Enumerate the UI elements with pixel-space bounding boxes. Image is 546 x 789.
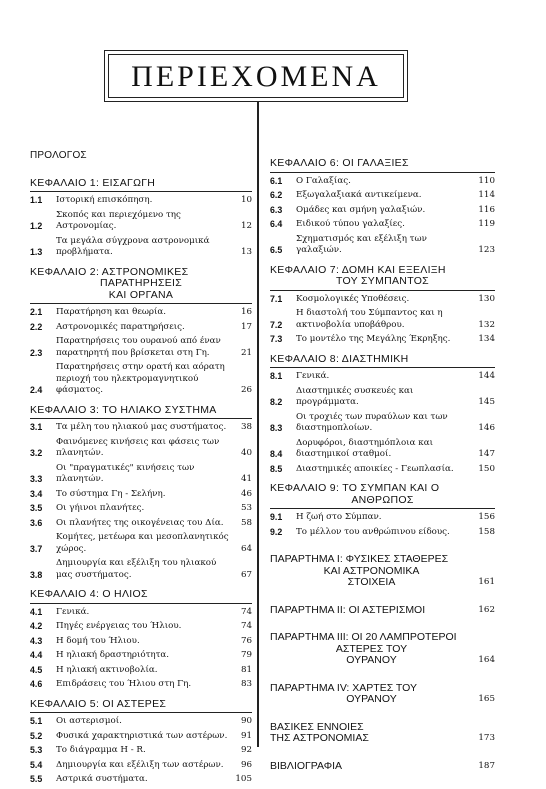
toc-entry	[30, 210, 252, 233]
chapter-heading-line: ΚΕΦΑΛΑΙΟ 2: ΑΣΤΡΟΝΟΜΙΚΕΣ	[30, 265, 189, 278]
appendix-title	[270, 761, 473, 773]
toc-entry	[30, 422, 252, 434]
toc-entry	[30, 437, 252, 460]
page-number: 145	[478, 397, 495, 407]
section-title: Φαινόμενες κινήσεις και φάσεις των πλανητών.	[56, 436, 220, 458]
toc-entry	[30, 679, 252, 691]
page-number: 146	[478, 423, 495, 433]
section-number: 8.3	[270, 423, 283, 433]
section-number: 7.1	[270, 293, 283, 304]
section-title: Παρατηρήσεις του ουρανού από έναν παρατηρητή που βρίσκεται στη Γη.	[56, 336, 221, 358]
section-title: Σκοπός και περιεχόμενο της Αστρονομίας.	[56, 209, 181, 231]
chapter-heading	[30, 178, 252, 190]
section-title: Η διαστολή του Σύμπαντος και η ακτινοβολία υποβάθρου.	[296, 308, 443, 330]
section-title: Η ζωή στο Σύμπαν.	[296, 512, 382, 522]
page-number: 116	[478, 204, 495, 215]
page-number: 134	[478, 334, 495, 344]
toc-entry	[270, 176, 495, 188]
section-title: Το σύστημα Γη - Σελήνη.	[56, 488, 166, 499]
toc-entry	[30, 489, 252, 501]
appendix-entry	[270, 683, 495, 706]
appendix-title-line: ΒΑΣΙΚΕΣ ΕΝΝΟΙΕΣ	[270, 720, 364, 733]
chapter-heading	[270, 265, 495, 288]
section-title: Παρατηρήσεις στην ορατή και αόρατη περιοχή του ηλεκτρομαγνητικού φάσματος.	[56, 362, 225, 395]
toc-entry	[30, 307, 252, 319]
section-title: Σχηματισμός και εξέλιξη των γαλαξιών.	[296, 233, 427, 255]
appendix-title-line: ΒΙΒΛΙΟΓΡΑΦΙΑ	[270, 759, 343, 772]
chapter-rule	[30, 191, 252, 192]
toc-entry	[270, 464, 495, 476]
chapter-heading-line: ΚΕΦΑΛΑΙΟ 4: Ο ΗΛΙΟΣ	[30, 588, 148, 600]
appendix-entry	[270, 722, 495, 745]
section-number: 5.4	[30, 759, 43, 770]
chapter-heading	[30, 699, 252, 711]
toc-entry	[30, 195, 252, 207]
page-number: 16	[240, 307, 252, 317]
section-title: Δημιουργία και εξέλιξη του ηλιακού μας συστήματος.	[56, 558, 217, 580]
section-title: Τα μεγάλα σύγχρονα αστρονομικά προβλήματα.	[56, 235, 210, 257]
section-title: Η δομή του Ήλιου.	[56, 635, 140, 646]
page-number: 91	[240, 730, 252, 741]
section-title: Διαστημικές αποικίες - Γεωπλασία.	[296, 463, 454, 474]
appendix-entry	[270, 554, 495, 589]
page-number: 17	[240, 321, 252, 332]
section-number: 7.3	[270, 334, 283, 344]
section-number: 4.6	[30, 679, 43, 689]
page-number: 41	[240, 474, 252, 484]
page-number: 105	[235, 774, 252, 784]
section-number: 1.3	[30, 247, 43, 257]
appendix-entry	[270, 605, 495, 617]
section-number: 6.5	[270, 245, 283, 255]
prologue-heading: ΠΡΟΛΟΓΟΣ	[30, 150, 87, 161]
page-number: 90	[240, 716, 252, 726]
section-number: 3.6	[30, 517, 43, 528]
section-number: 6.4	[270, 219, 283, 229]
chapter-rule	[270, 508, 495, 509]
appendix-title-line: ΤΗΣ ΑΣΤΡΟΝΟΜΙΑΣ	[270, 732, 369, 744]
section-number: 9.1	[270, 512, 283, 522]
toc-entry	[30, 621, 252, 633]
section-number: 8.4	[270, 449, 283, 459]
page-number: 83	[240, 679, 252, 689]
toc-entry	[30, 716, 252, 728]
chapter-heading-line: ΚΕΦΑΛΑΙΟ 5: ΟΙ ΑΣΤΕΡΕΣ	[30, 697, 167, 710]
section-title: Επιδράσεις του Ήλιου στη Γη.	[56, 679, 192, 689]
chapter-heading-line: ΤΟΥ ΣΥΜΠΑΝΤΟΣ	[336, 275, 429, 287]
appendix-title-line: ΟΥΡΑΝΟΥ	[346, 654, 397, 666]
section-number: 7.2	[270, 319, 283, 330]
section-title: Το μέλλον του ανθρώπινου είδους.	[296, 526, 450, 537]
section-number: 2.2	[30, 321, 43, 332]
chapter-heading	[270, 354, 495, 366]
appendix-title	[270, 722, 473, 745]
chapter-rule	[270, 367, 495, 368]
appendix-title-line: ΑΣΤΕΡΕΣ ΤΟΥ	[335, 642, 408, 655]
chapter-heading-line: ΠΑΡΑΤΗΡΗΣΕΙΣ	[99, 277, 183, 289]
page-number: 162	[478, 604, 495, 615]
toc-entry	[270, 438, 495, 461]
toc-entry	[30, 731, 252, 743]
toc-entry	[30, 362, 252, 397]
page-number: 81	[240, 664, 252, 675]
page-number: 74	[240, 606, 252, 617]
section-title: Ομάδες και σμήνη γαλαξιών.	[296, 204, 426, 215]
section-title: Ιστορική επισκόπηση.	[56, 195, 153, 205]
page-number: 187	[478, 760, 495, 771]
toc-entry	[30, 745, 252, 757]
section-title: Αστρονομικές παρατηρήσεις.	[56, 321, 185, 332]
chapter-rule	[30, 418, 252, 419]
section-title: Το μοντέλο της Μεγάλης Έκρηξης.	[296, 334, 451, 344]
appendix-title	[270, 683, 473, 706]
toc-entry	[30, 463, 252, 486]
section-number: 3.3	[30, 474, 43, 484]
section-number: 8.5	[270, 463, 283, 474]
appendix-title-line: ΠΑΡΑΡΤΗΜΑ IV: ΧΑΡΤΕΣ ΤΟΥ	[270, 681, 417, 694]
section-number: 1.2	[30, 221, 43, 231]
chapter-heading-line: ΚΕΦΑΛΑΙΟ 8: ΔΙΑΣΤΗΜΙΚΗ	[270, 352, 409, 365]
section-number: 6.2	[270, 190, 283, 200]
section-title: Γενικά.	[296, 371, 330, 381]
toc-entry	[270, 234, 495, 257]
toc-entry	[270, 190, 495, 202]
toc-right-column	[270, 150, 495, 772]
page-number: 165	[478, 694, 495, 704]
chapter-heading	[270, 158, 495, 170]
page-number: 161	[478, 577, 495, 587]
appendix-entry	[270, 761, 495, 773]
section-number: 3.5	[30, 503, 43, 513]
chapter-heading	[30, 405, 252, 417]
appendix-title-line: ΠΑΡΑΡΤΗΜΑ ΙΙ: ΟΙ ΑΣΤΕΡΙΣΜΟΙ	[270, 603, 426, 616]
section-number: 4.3	[30, 635, 43, 646]
section-title: Τα μέλη του ηλιακού μας συστήματος.	[56, 422, 227, 432]
page-number: 156	[478, 512, 495, 522]
section-title: Κομήτες, μετέωρα και μεσοπλανητικός χώρος.	[56, 532, 229, 554]
page-number: 64	[240, 543, 252, 554]
section-title: Αστρικά συστήματα.	[56, 774, 148, 784]
page-number: 67	[240, 569, 252, 580]
appendix-title	[270, 554, 473, 589]
appendix-title-line: ΟΥΡΑΝΟΥ	[346, 693, 397, 705]
section-title: Εξωγαλαξιακά αντικείμενα.	[296, 190, 422, 200]
chapter-rule	[30, 603, 252, 604]
toc-entry	[30, 558, 252, 581]
toc-entry	[270, 294, 495, 306]
toc-entry	[30, 236, 252, 259]
page-number: 164	[478, 655, 495, 665]
section-number: 2.1	[30, 307, 43, 317]
toc-entry	[270, 412, 495, 435]
section-number: 2.3	[30, 347, 43, 358]
section-title: Παρατήρηση και θεωρία.	[56, 307, 167, 317]
section-number: 9.2	[270, 526, 283, 537]
toc-entry	[270, 308, 495, 331]
page-number: 92	[240, 745, 252, 755]
section-number: 4.1	[30, 606, 43, 617]
toc-entry	[30, 503, 252, 515]
page-number: 53	[240, 503, 252, 513]
toc-entry	[270, 205, 495, 217]
chapter-heading-line: ΚΕΦΑΛΑΙΟ 9: ΤΟ ΣΥΜΠΑΝ ΚΑΙ Ο	[270, 482, 440, 494]
toc-entry	[30, 322, 252, 334]
section-number: 3.1	[30, 422, 43, 432]
section-number: 3.8	[30, 569, 43, 580]
section-number: 8.2	[270, 397, 283, 407]
toc-entry	[270, 512, 495, 524]
section-number: 6.3	[270, 204, 283, 215]
page-number: 150	[478, 463, 495, 474]
page-number: 123	[478, 245, 495, 255]
section-title: Οι τροχιές των πυραύλων και των διαστημοπλοίων.	[296, 411, 448, 433]
section-title: Κοσμολογικές Υποθέσεις.	[296, 293, 410, 304]
section-number: 2.4	[30, 385, 43, 395]
page-number: 40	[240, 448, 252, 458]
chapter-heading	[30, 267, 252, 302]
chapter-heading-line: ΚΕΦΑΛΑΙΟ 6: ΟΙ ΓΑΛΑΞΙΕΣ	[270, 157, 409, 169]
page-number: 13	[240, 247, 252, 257]
section-title: Το διάγραμμα Η - R.	[56, 745, 146, 755]
toc-entry	[30, 774, 252, 786]
section-number: 8.1	[270, 371, 283, 381]
page-number: 130	[478, 293, 495, 304]
chapter-heading	[30, 589, 252, 601]
page-number: 10	[240, 195, 252, 205]
section-number: 3.4	[30, 488, 43, 499]
toc-entry	[30, 607, 252, 619]
chapter-rule	[30, 303, 252, 304]
chapter-rule	[270, 290, 495, 291]
chapter-rule	[270, 172, 495, 173]
toc-entry	[270, 386, 495, 409]
page-number: 96	[240, 759, 252, 770]
page-number: 21	[240, 347, 252, 358]
section-number: 3.7	[30, 543, 43, 554]
page-number: 132	[478, 319, 495, 330]
page-title: ΠΕΡΙΕΧΟΜΕΝΑ	[131, 60, 381, 93]
section-number: 5.3	[30, 745, 43, 755]
section-number: 4.5	[30, 664, 43, 675]
section-number: 6.1	[270, 175, 283, 186]
appendix-title-line: ΠΑΡΑΡΤΗΜΑ Ι: ΦΥΣΙΚΕΣ ΣΤΑΘΕΡΕΣ	[270, 553, 449, 565]
section-title: Οι γήινοι πλανήτες.	[56, 503, 145, 513]
section-title: Οι αστερισμοί.	[56, 716, 122, 726]
section-title: Η ηλιακή ακτινοβολία.	[56, 664, 158, 675]
appendix-title	[270, 605, 473, 617]
page-number: 119	[478, 219, 495, 229]
chapter-rule	[30, 712, 252, 713]
section-title: Οι πλανήτες της οικογένειας του Δία.	[56, 517, 224, 528]
toc-entry	[270, 219, 495, 231]
page-number: 79	[240, 650, 252, 660]
chapter-heading	[270, 483, 495, 506]
chapter-heading-line: ΚΑΙ ΟΡΓΑΝΑ	[108, 288, 174, 301]
toc-entry	[30, 650, 252, 662]
appendix-title-line: ΠΑΡΑΡΤΗΜΑ ΙΙΙ: ΟΙ 20 ΛΑΜΠΡΟΤΕΡΟΙ	[270, 631, 457, 643]
page-number: 76	[240, 635, 252, 646]
appendix-title-line: ΚΑΙ ΑΣΤΡΟΝΟΜΙΚΑ	[323, 564, 420, 577]
section-number: 5.5	[30, 774, 43, 784]
page-number: 12	[240, 221, 252, 231]
section-number: 1.1	[30, 195, 43, 205]
section-number: 5.1	[30, 716, 43, 726]
toc-left-column	[30, 150, 252, 789]
page-number: 114	[478, 190, 495, 200]
toc-entry	[30, 760, 252, 772]
page-number: 158	[478, 526, 495, 537]
toc-entry	[30, 518, 252, 530]
section-title: Γενικά.	[56, 606, 90, 617]
chapter-heading-line: ΚΕΦΑΛΑΙΟ 3: ΤΟ ΗΛΙΑΚΟ ΣΥΣΤΗΜΑ	[30, 403, 217, 416]
toc-entry	[270, 527, 495, 539]
toc-entry	[270, 334, 495, 346]
page-number: 147	[478, 449, 495, 459]
contents-title-box	[104, 50, 408, 102]
page-number: 46	[240, 488, 252, 499]
toc-entry	[270, 371, 495, 383]
toc-entry	[30, 336, 252, 359]
page-number: 58	[240, 517, 252, 528]
section-number: 3.2	[30, 448, 43, 458]
section-title: Ειδικού τύπου γαλαξίες.	[296, 219, 405, 229]
chapter-heading-line: ΚΕΦΑΛΑΙΟ 7: ΔΟΜΗ ΚΑΙ ΕΞΕΛΙΞΗ	[270, 263, 446, 276]
appendix-title	[270, 632, 473, 667]
section-title: Η ηλιακή δραστηριότητα.	[56, 650, 170, 660]
page-number: 38	[240, 422, 252, 432]
chapter-heading-line: ΚΕΦΑΛΑΙΟ 1: ΕΙΣΑΓΩΓΗ	[30, 176, 156, 189]
section-title: Φυσικά χαρακτηριστικά των αστέρων.	[56, 730, 228, 741]
page-number: 110	[478, 175, 495, 186]
page-number: 173	[478, 733, 495, 743]
toc-entry	[30, 636, 252, 648]
page-number: 144	[478, 371, 495, 381]
page-number: 26	[240, 385, 252, 395]
section-title: Πηγές ενέργειας του Ήλιου.	[56, 621, 182, 631]
section-title: Οι "πραγματικές" κινήσεις των πλανητών.	[56, 462, 195, 484]
section-title: Δορυφόροι, διαστημόπλοια και διαστημικοί σταθμοί.	[296, 437, 433, 459]
chapter-heading-line: ΑΝΘΡΩΠΟΣ	[351, 493, 414, 506]
appendix-entry	[270, 632, 495, 667]
section-title: Διαστημικές συσκευές και προγράμματα.	[296, 385, 414, 407]
appendix-title-line: ΣΤΟΙΧΕΙΑ	[347, 576, 396, 588]
toc-entry	[30, 665, 252, 677]
page-number: 74	[240, 621, 252, 631]
section-number: 4.4	[30, 650, 43, 660]
section-number: 4.2	[30, 621, 43, 631]
column-divider	[257, 102, 259, 747]
section-title: Δημιουργία και εξέλιξη των αστέρων.	[56, 759, 224, 770]
section-title: Ο Γαλαξίας.	[296, 175, 351, 186]
toc-entry	[30, 532, 252, 555]
section-number: 5.2	[30, 730, 43, 741]
